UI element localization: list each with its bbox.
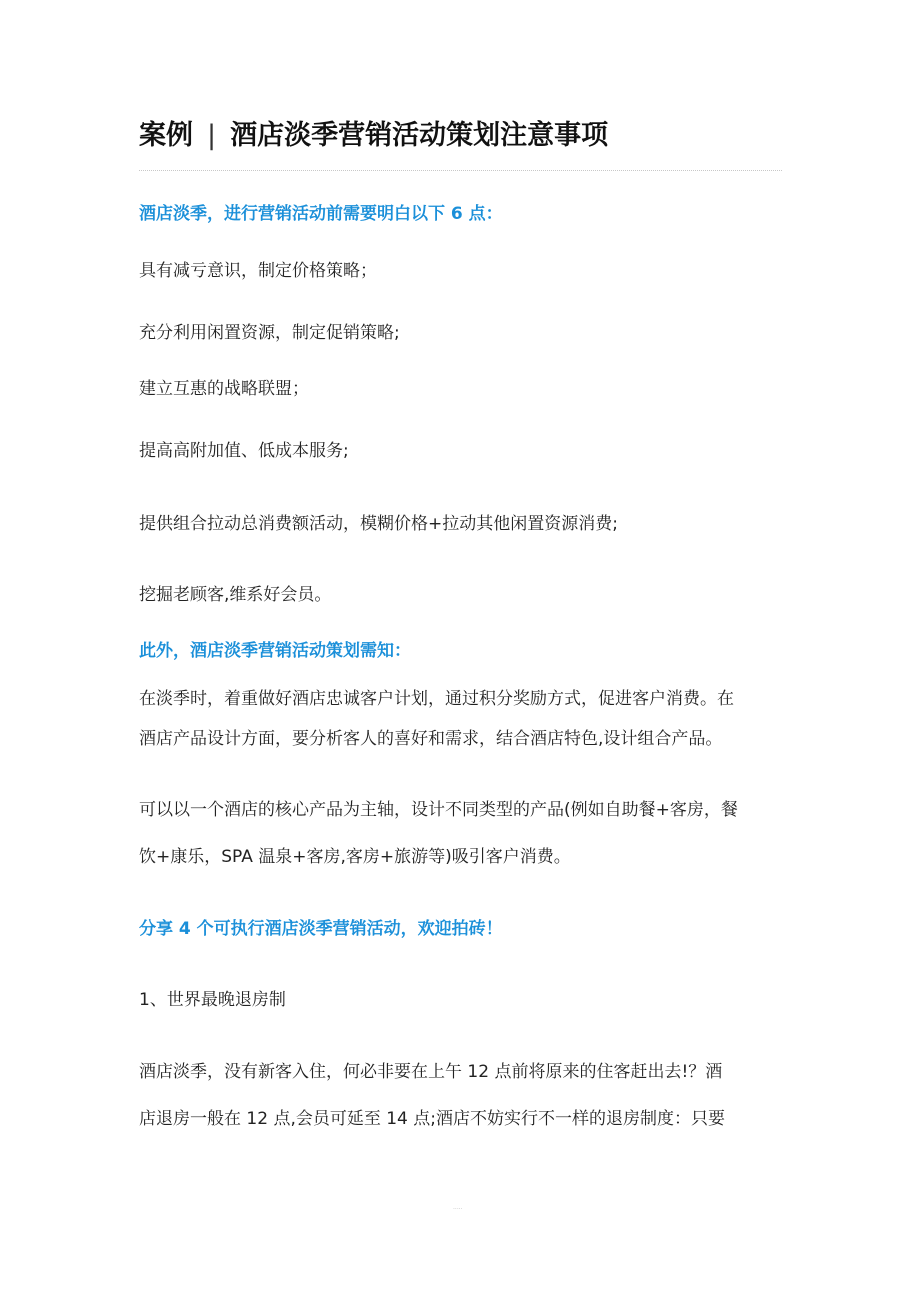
point-item: 提高高附加值、低成本服务;: [139, 441, 349, 461]
title-divider: [139, 170, 782, 171]
point-item: 充分利用闲置资源，制定促销策略;: [139, 323, 400, 343]
paragraph-line: 酒店产品设计方面，要分析客人的喜好和需求，结合酒店特色,设计组合产品。: [139, 729, 723, 749]
section-heading-activities: 分享 4 个可执行酒店淡季营销活动，欢迎拍砖！: [139, 919, 503, 939]
title-separator: |: [207, 120, 217, 151]
point-item: 挖掘老顾客,维系好会员。: [139, 585, 332, 605]
paragraph-line: 店退房一般在 12 点,会员可延至 14 点;酒店不妨实行不一样的退房制度：只要: [139, 1109, 726, 1129]
title-category: 案例: [139, 120, 193, 151]
point-item: 具有减亏意识，制定价格策略；: [139, 261, 377, 281]
page-title: [139, 112, 608, 160]
paragraph-line: 在淡季时，着重做好酒店忠诚客户计划，通过积分奖励方式，促进客户消费。在: [139, 689, 734, 709]
title-text: 酒店淡季营销活动策划注意事项: [230, 120, 609, 151]
section-heading-notes: 此外，酒店淡季营销活动策划需知：: [139, 641, 411, 661]
point-item: 建立互惠的战略联盟；: [139, 379, 309, 399]
paragraph-line: 可以以一个酒店的核心产品为主轴，设计不同类型的产品(例如自助餐+客房，餐: [139, 800, 738, 820]
section-heading-six-points: 酒店淡季，进行营销活动前需要明白以下 6 点：: [139, 204, 503, 224]
activity-item-title: 1、世界最晚退房制: [139, 990, 286, 1010]
page-footer-mark: .....: [453, 1204, 463, 1211]
paragraph-line: 酒店淡季，没有新客入住，何必非要在上午 12 点前将原来的住客赶出去!？酒: [139, 1062, 723, 1082]
point-item: 提供组合拉动总消费额活动，模糊价格+拉动其他闲置资源消费;: [139, 514, 618, 534]
paragraph-line: 饮+康乐，SPA 温泉+客房,客房+旅游等)吸引客户消费。: [139, 847, 571, 867]
